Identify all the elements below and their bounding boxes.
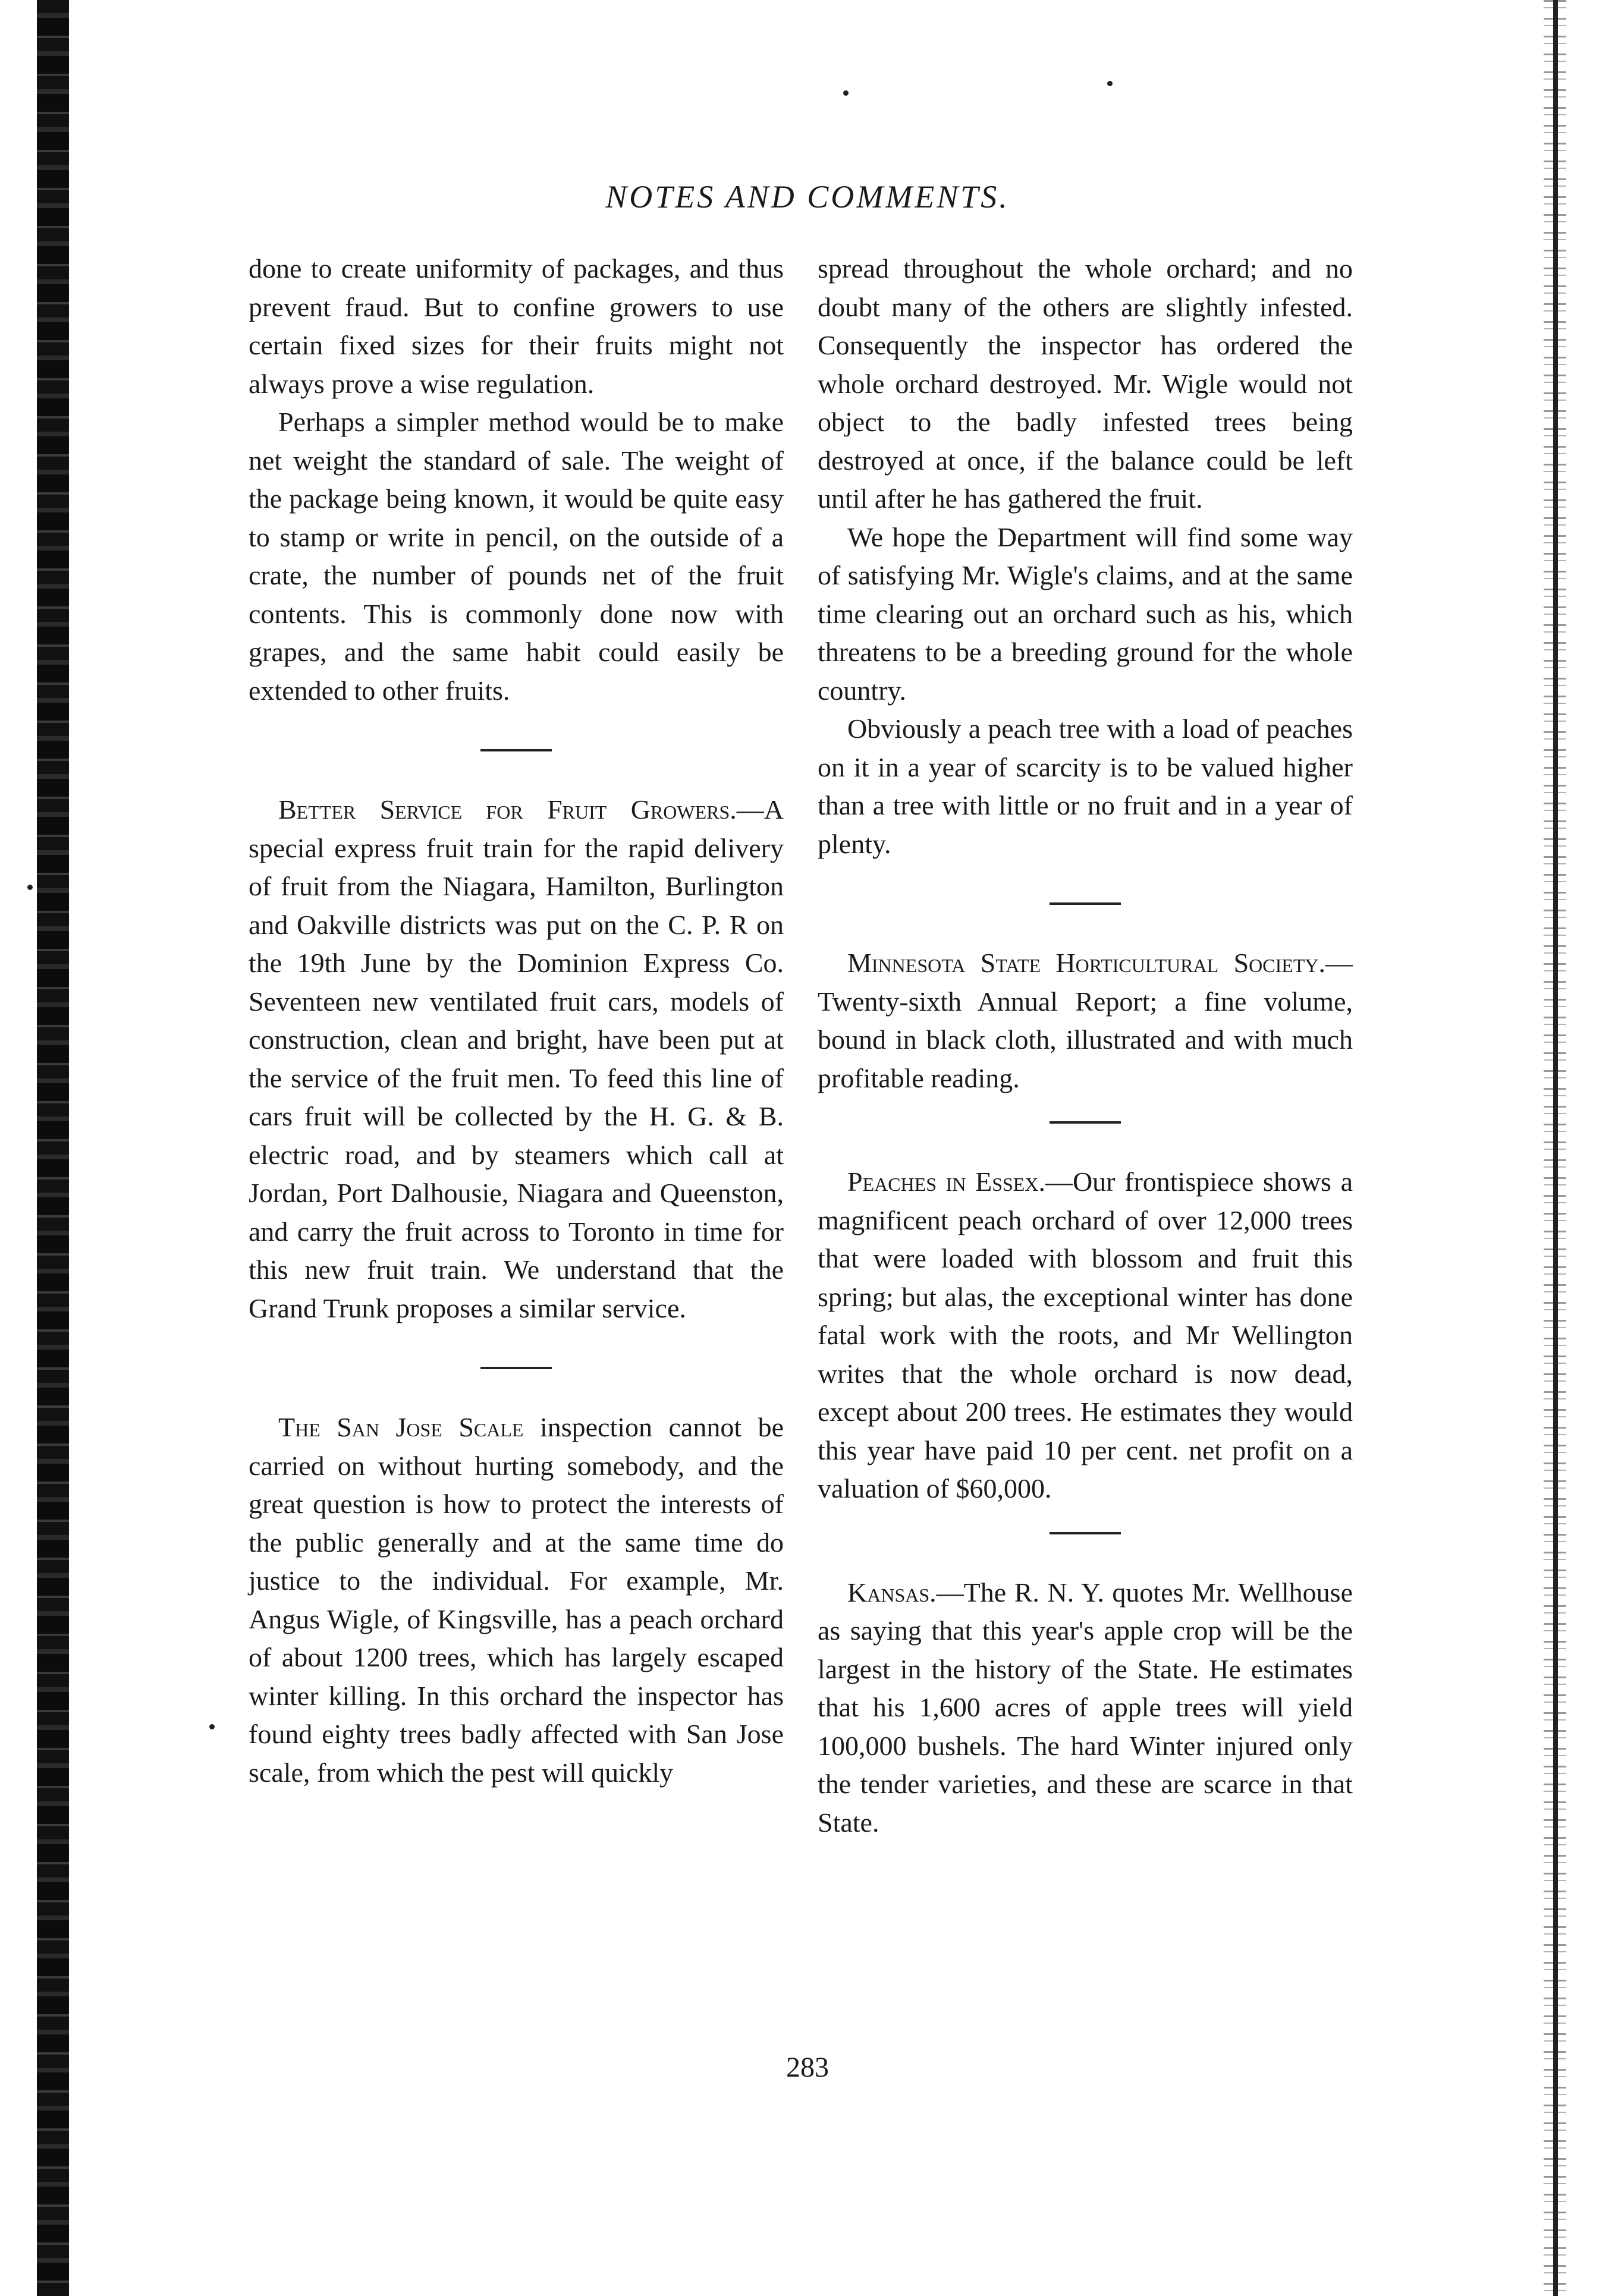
better-service-body: —A special express fruit train for the rapid delivery of fruit from the Niagara, Hamilton, Burlington and Oakville districts was put on the C. P. R on the 19th June by the Dominion Express Co. Seventeen new ventilated fruit cars, models of construction, clean and bright, have been put at the service of the fruit men. To feed this line of cars fruit will be collected by the H. G. & B. electric road, and by steamers which call at Jordan, Port Dalhousie, Niagara and Queenston, and carry the fruit across to Toronto in time for this new fruit train. We understand that the Grand Trunk proposes a similar service. bbox=[249, 794, 784, 1323]
scan-right-edge-line bbox=[1553, 0, 1558, 2296]
right-paragraph-3: Obviously a peach tree with a load of peaches on it in a year of scarcity is to be valued higher than a tree with little or no fruit and in a year of plenty. bbox=[818, 713, 1353, 859]
kansas-item bbox=[818, 1574, 1353, 1842]
scan-speck bbox=[843, 90, 849, 96]
running-header: NOTES AND COMMENTS. bbox=[605, 179, 1010, 215]
san-jose-title: The San Jose Scale bbox=[278, 1412, 524, 1442]
san-jose-body: inspection cannot be carried on without hurting somebody, and the great question is how to protect the interests of the public generally and at the same time do justice to the individual. For example, Mr. Angus Wigle, of Kingsville, has a peach orchard of about 1200 trees, which has largely escaped winter killing. In this orchard the inspector has found eighty trees badly affected with San Jose scale, from which the pest will quickly bbox=[249, 1412, 784, 1788]
better-service-item bbox=[249, 791, 784, 1328]
scan-speck bbox=[1107, 81, 1113, 86]
san-jose-item bbox=[249, 1408, 784, 1792]
left-paragraph-1: done to create uniformity of packages, and thus prevent fraud. But to confine growers to use certain fixed sizes for their fruits might not always prove a wise regulation. bbox=[249, 253, 784, 399]
left-column bbox=[249, 250, 784, 1792]
left-paragraph-2: Perhaps a simpler method would be to make net weight the standard of sale. The weight of the package being known, it would be quite easy to stamp or write in pencil, on the outside of a crate, the number of pounds net of the fruit contents. This is commonly done now with grapes, and the same habit could easily be extended to other fruits. bbox=[249, 407, 784, 706]
peaches-title: Peaches in Essex. bbox=[847, 1166, 1045, 1197]
minnesota-item bbox=[818, 944, 1353, 1097]
page-number: 283 bbox=[786, 2052, 829, 2083]
better-service-title: Better Service for Fruit Growers. bbox=[278, 794, 737, 825]
scan-left-edge bbox=[37, 0, 69, 2296]
right-paragraph-2: We hope the Department will find some way of satisfying Mr. Wigle's claims, and at the same time clearing out an orchard such as his, which threatens to be a breeding ground for the whole country. bbox=[818, 521, 1353, 706]
right-column bbox=[818, 250, 1353, 1842]
minnesota-title: Minnesota State Horticultural Society. bbox=[847, 948, 1325, 978]
kansas-body: —The R. N. Y. quotes Mr. Wellhouse as saying that this year's apple crop will be the largest in the history of the State. He estimates that his 1,600 acres of apple trees will yield 100,000 bushels. The hard Winter injured only the tender varieties, and these are scarce in that State. bbox=[818, 1577, 1353, 1838]
minnesota-body: —Twenty-sixth Annual Report; a fine volume, bound in black cloth, illustrated and with much profitable reading. bbox=[818, 948, 1353, 1093]
kansas-title: Kansas. bbox=[847, 1577, 937, 1608]
right-paragraph-1: spread throughout the whole orchard; and no doubt many of the others are slightly infested. Consequently the inspector has ordered the whole orchard destroyed. Mr. Wigle would not object to the badly infested trees being destroyed at once, if the balance could be left until after he has gathered the fruit. bbox=[818, 253, 1353, 514]
scan-speck bbox=[209, 1724, 215, 1729]
scan-speck bbox=[27, 885, 33, 890]
peaches-body: —Our frontispiece shows a magnificent peach orchard of over 12,000 trees that were loaded with blossom and fruit this spring; but alas, the exceptional winter has done fatal work with the roots, and Mr Wellington writes that the whole orchard is now dead, except about 200 trees. He estimates they would this year have paid 10 per cent. net profit on a valuation of $60,000. bbox=[818, 1166, 1353, 1504]
peaches-item bbox=[818, 1163, 1353, 1508]
